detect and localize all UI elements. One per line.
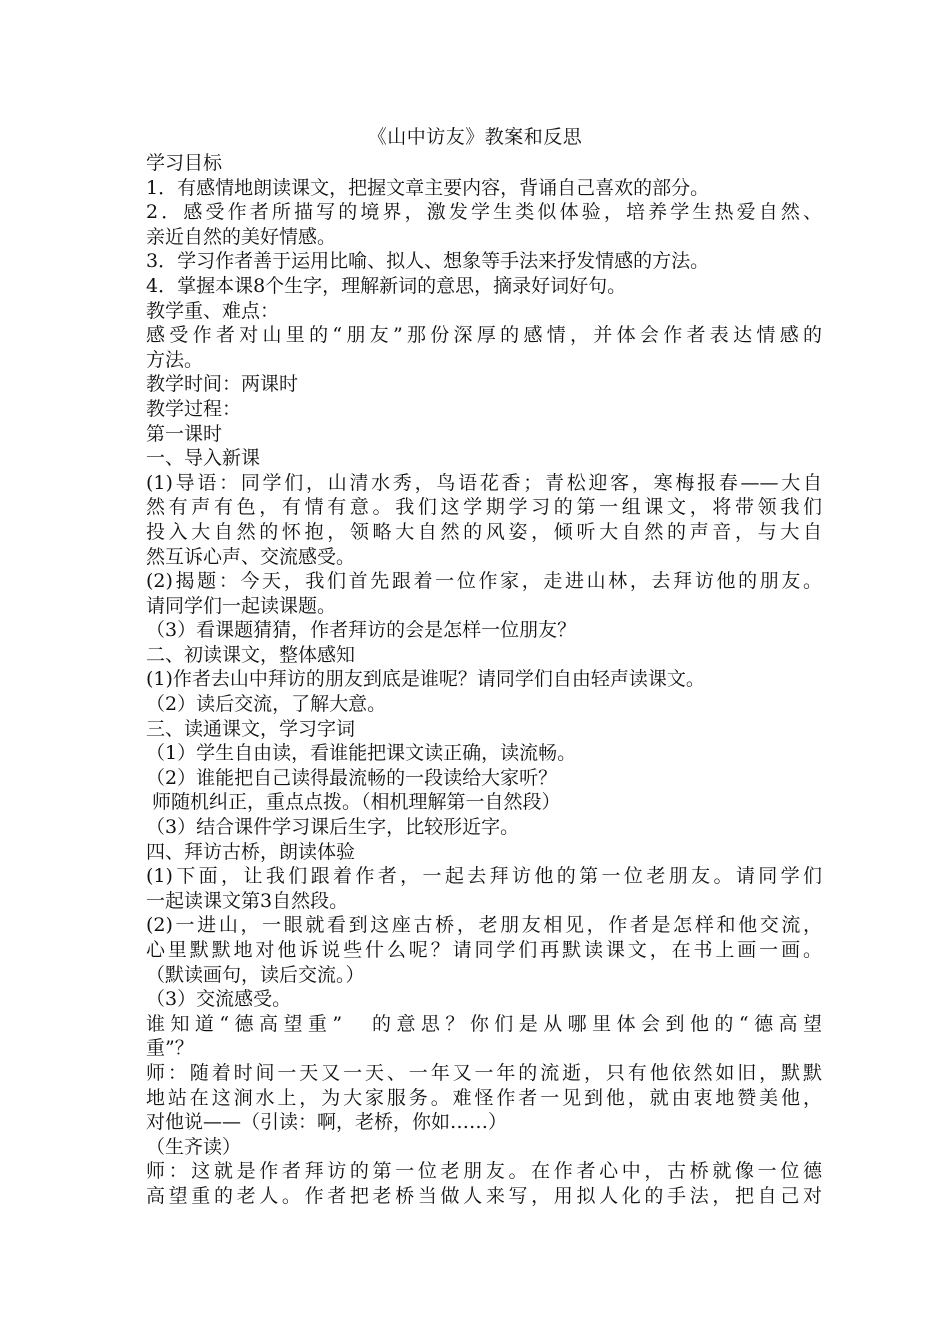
text-line: 第一课时	[146, 422, 223, 445]
text-line: 学习目标	[146, 152, 223, 174]
text-line: 对他说——（引读：啊，老桥，你如……）	[146, 1111, 508, 1134]
text-line: 地站在这涧水上，为大家服务。难怪作者一见到他，就由衷地赞美他，	[146, 1086, 822, 1109]
text-line: （1）学生自由读，看谁能把课文读正确，读流畅。	[146, 742, 577, 765]
text-line: （生齐读）	[146, 1135, 242, 1158]
text-line: 然互诉心声、交流感受。	[146, 545, 356, 568]
text-line: 教学时间：两课时	[146, 373, 299, 396]
text-line: 一起读课文第3自然段。	[146, 889, 349, 912]
text-line: 然有声有色，有情有意。我们这学期学习的第一组课文，将带领我们	[146, 496, 822, 519]
text-line: （2）读后交流，了解大意。	[146, 693, 387, 716]
text-line: （默读画句，读后交流。）	[146, 963, 365, 986]
document-title: 《山中访友》教案和反思	[367, 126, 583, 148]
text-line: 感受作者对山里的“朋友”那份深厚的感情，并体会作者表达情感的	[146, 324, 822, 347]
text-line: （3）看课题猜猜，作者拜访的会是怎样一位朋友？	[146, 619, 577, 642]
text-line: （3）结合课件学习课后生字，比较形近字。	[146, 816, 520, 839]
text-line: (1)导语：同学们，山清水秀，鸟语花香；青松迎客，寒梅报春——大自	[146, 471, 822, 494]
text-line: 请同学们一起读课题。	[146, 594, 337, 617]
text-line: (1)下面，让我们跟着作者，一起去拜访他的第一位老朋友。请同学们	[146, 865, 822, 888]
text-line: 谁知道“德高望重” 的意思？你们是从哪里体会到他的“德高望	[146, 1012, 822, 1035]
text-line: 三、读通课文，学习字词	[146, 717, 356, 740]
text-line: 教学过程：	[146, 397, 242, 420]
text-line: 师：这就是作者拜访的第一位老朋友。在作者心中，古桥就像一位德	[146, 1160, 822, 1183]
text-line: 3．学习作者善于运用比喻、拟人、想象等手法来抒发情感的方法。	[146, 250, 710, 273]
text-line: （2）谁能把自己读得最流畅的一段读给大家听？	[146, 766, 558, 789]
text-line: 亲近自然的美好情感。	[146, 225, 337, 248]
text-line: (2)一进山，一眼就看到这座古桥，老朋友相见，作者是怎样和他交流，	[146, 914, 822, 937]
text-line: 心里默默地对他诉说些什么呢？请同学们再默读课文，在书上画一画。	[146, 939, 822, 961]
text-line: 二、初读课文，整体感知	[146, 643, 356, 666]
text-line: (1)作者去山中拜访的朋友到底是谁呢？请同学们自由轻声读课文。	[146, 668, 705, 691]
text-line: 2．感受作者所描写的境界，激发学生类似体验，培养学生热爱自然、	[146, 201, 822, 224]
text-line: （3）交流感受。	[146, 988, 292, 1011]
text-line: 一、导入新课	[146, 447, 261, 470]
text-line: (2)揭题：今天，我们首先跟着一位作家，走进山林，去拜访他的朋友。	[146, 570, 822, 593]
text-line: 4．掌握本课8个生字，理解新词的意思，摘录好词好句。	[146, 274, 627, 297]
text-line: 重”？	[146, 1037, 194, 1060]
text-line: 方法。	[146, 348, 204, 371]
text-line: 师：随着时间一天又一天、一年又一年的流逝，只有他依然如旧，默默	[146, 1061, 822, 1084]
text-line: 投入大自然的怀抱，领略大自然的风姿，倾听大自然的声音，与大自	[146, 520, 822, 543]
text-line: 高望重的老人。作者把老桥当做人来写，用拟人化的手法，把自己对	[146, 1184, 822, 1207]
text-line: 1．有感情地朗读课文，把握文章主要内容，背诵自己喜欢的部分。	[146, 176, 710, 199]
document-body	[146, 151, 822, 1209]
text-line: 师随机纠正，重点点拨。（相机理解第一自然段）	[146, 791, 561, 814]
text-line: 教学重、难点：	[146, 299, 280, 322]
text-line: 四、拜访古桥，朗读体验	[146, 840, 356, 863]
